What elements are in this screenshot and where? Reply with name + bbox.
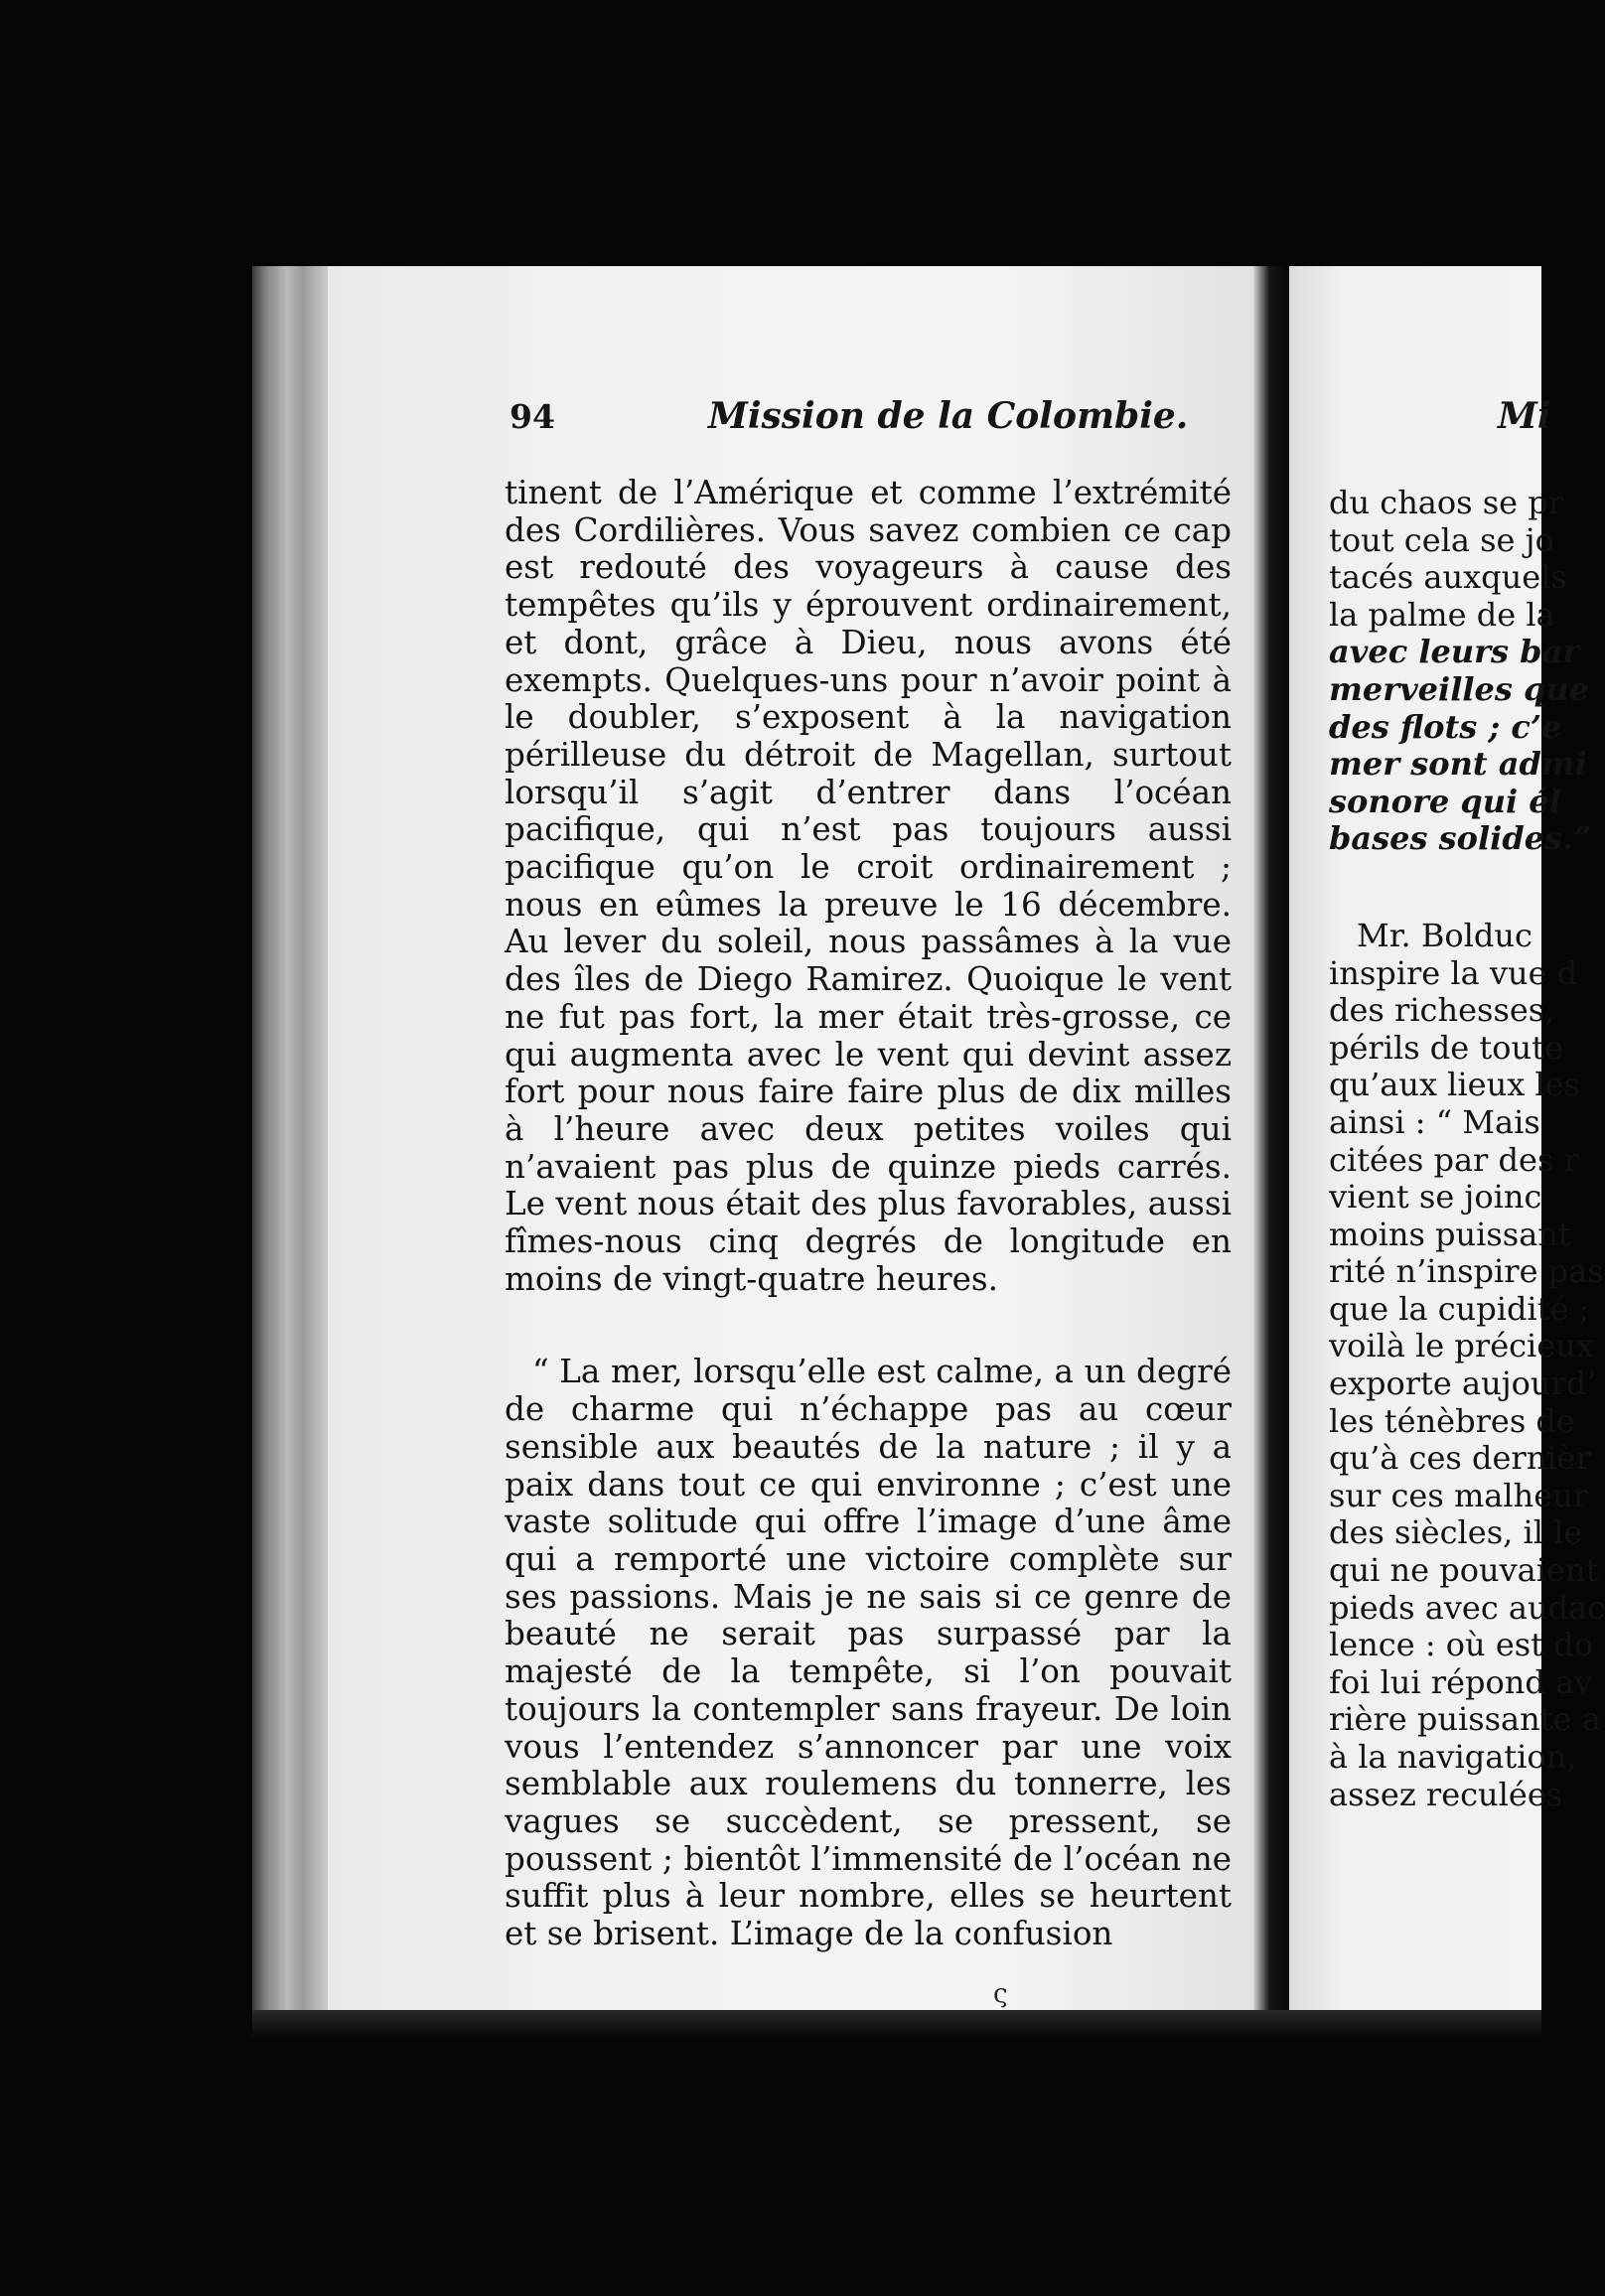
right-page-line: rière puissante a: [1329, 1700, 1601, 1739]
right-page-line: du chaos se pr: [1329, 484, 1564, 521]
right-page-line: tacés auxquels: [1329, 558, 1567, 597]
right-page-block-2: [1329, 916, 1605, 1813]
right-page-line: voilà le précieux: [1329, 1327, 1594, 1365]
right-page-line: qu’à ces dernièr: [1329, 1439, 1591, 1478]
right-page-line: exporte aujourd’: [1329, 1364, 1597, 1403]
right-page-running-title: Mi: [1498, 395, 1551, 437]
page-number: 94: [510, 397, 555, 436]
right-page-line: sur ces malheur: [1329, 1476, 1589, 1514]
right-page-line: sonore qui él: [1329, 782, 1561, 820]
right-page-line: qu’aux lieux les: [1329, 1066, 1580, 1104]
right-page-line: inspire la vue d: [1329, 953, 1578, 992]
right-page-line: lence : où est do: [1329, 1626, 1593, 1664]
right-page-line: bases solides.”: [1329, 819, 1592, 858]
book-gutter: [1253, 266, 1289, 2014]
right-page-line: les ténèbres de: [1329, 1401, 1575, 1440]
right-page-line: assez reculées: [1329, 1775, 1563, 1813]
right-page-line: Mr. Bolduc: [1357, 916, 1532, 954]
right-page-line: des flots ; c’e: [1329, 707, 1562, 746]
right-page-line: merveilles que: [1329, 669, 1590, 708]
right-page-line: que la cupidité ;: [1329, 1289, 1590, 1328]
right-page-line: moins puissant: [1329, 1215, 1571, 1253]
right-page-line: avec leurs bar: [1329, 633, 1580, 671]
right-page-line: la palme de la: [1329, 595, 1555, 634]
right-page-line: pieds avec audac: [1329, 1588, 1605, 1627]
left-page-body: [505, 475, 1232, 1953]
paragraph-2: “ La mer, lorsqu’elle est calme, a un degré de charme qui n’échappe pas au cœur sensible aux beautés de la nature ; il y a paix dans tout ce qui environne ; c’est une vaste solitude qui offre l’image d’une âme qui a remporté une victoire complète sur ses passions. Mais je ne sais si ce genre de beauté ne serait pas surpassé par la majesté de la tempête, si l’on pouvait toujours la contempler sans frayeur. De loin vous l’entendez s’annoncer par une voix semblable aux roulemens du tonnerre, les vagues se succèdent, se pressent, se poussent ; bientôt l’immensité de l’océan ne suffit plus à leur nombre, elles se heurtent et se brisent. L’image de la confusion: [505, 1353, 1232, 1953]
right-page-line: des siècles, il le: [1329, 1513, 1583, 1552]
right-page-line: vient se joinc: [1329, 1178, 1542, 1217]
paragraph-1: tinent de l’Amérique et comme l’extrémité des Cordilières. Vous savez combien ce cap est redouté des voyageurs à cause des tempêtes qu’ils y éprouvent ordinairement, et dont, grâce à Dieu, nous avons été exempts. Quelques-uns pour n’avoir point à le doubler, s’exposent à la navigation périlleuse du détroit de Magellan, surtout lorsqu’il s’agit d’entrer dans l’océan pacifique, qui n’est pas toujours aussi pacifique qu’on le croit ordinairement ; nous en eûmes la preuve le 16 décembre. Au lever du soleil, nous passâmes à la vue des îles de Diego Ramirez. Quoique le vent ne fut pas fort, la mer était très-grosse, ce qui augmenta avec le vent qui devint assez fort pour nous faire faire plus de dix milles à l’heure avec deux petites voiles qui n’avaient pas plus de quinze pieds carrés. Le vent nous était des plus favorables, aussi fîmes-nous cinq degrés de longitude en moins de vingt-quatre heures.: [505, 474, 1232, 1298]
page-stack-edge: [252, 266, 330, 2012]
right-page-line: des richesses,: [1329, 991, 1555, 1030]
right-page-line: foi lui répond av: [1329, 1662, 1593, 1701]
running-title: Mission de la Colombie.: [708, 395, 1189, 437]
right-page-body: [1329, 484, 1605, 1813]
right-page-line: à la navigation,: [1329, 1738, 1577, 1776]
right-page-line: citées par des r: [1329, 1140, 1579, 1179]
right-page-line: ainsi : “ Mais: [1329, 1102, 1540, 1141]
right-page-block-1: [1329, 484, 1592, 858]
right-page-line: mer sont admi: [1329, 745, 1587, 784]
ink-mark: ς: [993, 1979, 1008, 2009]
bottom-shadow: [252, 2010, 1541, 2040]
right-page-line: qui ne pouvaient: [1329, 1551, 1599, 1590]
right-page-line: périls de toute: [1329, 1028, 1563, 1067]
right-page-line: tout cela se jo: [1329, 520, 1554, 559]
left-page-header: [510, 397, 1274, 447]
right-page-line: rité n’inspire pas: [1329, 1252, 1604, 1291]
